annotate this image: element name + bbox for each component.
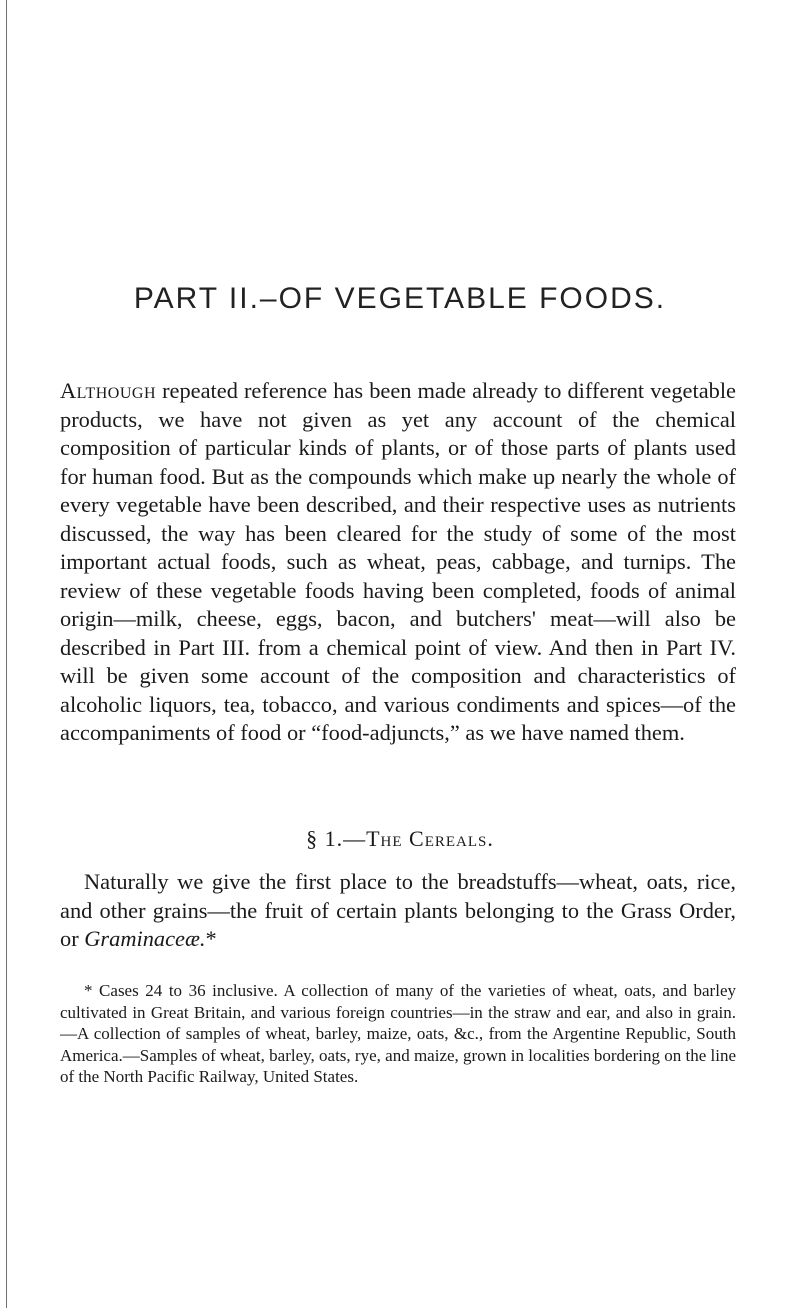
section-heading: § 1.—The Cereals. (306, 826, 494, 851)
intro-paragraph (60, 377, 736, 748)
page-edge-rule (6, 0, 7, 1308)
intro-text: repeated reference has been made already to different vegetable products, we have not given as yet any account of the chemical composition of particular kinds of plants, or of those parts of plants used for human food. But as the compounds which make up nearly the whole of every vegetable have been described, and their respective uses as nutrients discussed, the way has been cleared for the study of some of the most important actual foods, such as wheat, peas, cabbage, and turnips. The review of these vegetable foods having been completed, foods of animal origin—milk, cheese, eggs, bacon, and butchers' meat—will also be described in Part III. from a chemical point of view. And then in Part IV. will be given some account of the composition and characteristics of alcoholic liquors, tea, tobacco, and various condiments and spices—of the accompaniments of food or “food-adjuncts,” as we have named them. (60, 378, 736, 745)
order-name: Graminaceæ. (84, 926, 206, 951)
footnote-marker: * (205, 926, 217, 951)
cereals-text: Naturally we give the first place to the breadstuffs—wheat, oats, rice, and other grains—the fruit of certain plants belonging to the Grass Order, or (60, 869, 736, 951)
part-title: PART II.–OF VEGETABLE FOODS. (133, 282, 667, 315)
footnote: * Cases 24 to 36 inclusive. A collection of many of the varieties of wheat, oats, and barley cultivated in Great Britain, and various foreign countries—in the straw and ear, and also in grain.—A collection of samples of wheat, barley, maize, oats, &c., from the Argentine Republic, South America.—Samples of wheat, barley, oats, rye, and maize, grown in localities bordering on the line of the North Pacific Railway, United States. (60, 981, 736, 1086)
cereals-paragraph (60, 868, 736, 954)
intro-lead-in: Although (60, 378, 157, 403)
